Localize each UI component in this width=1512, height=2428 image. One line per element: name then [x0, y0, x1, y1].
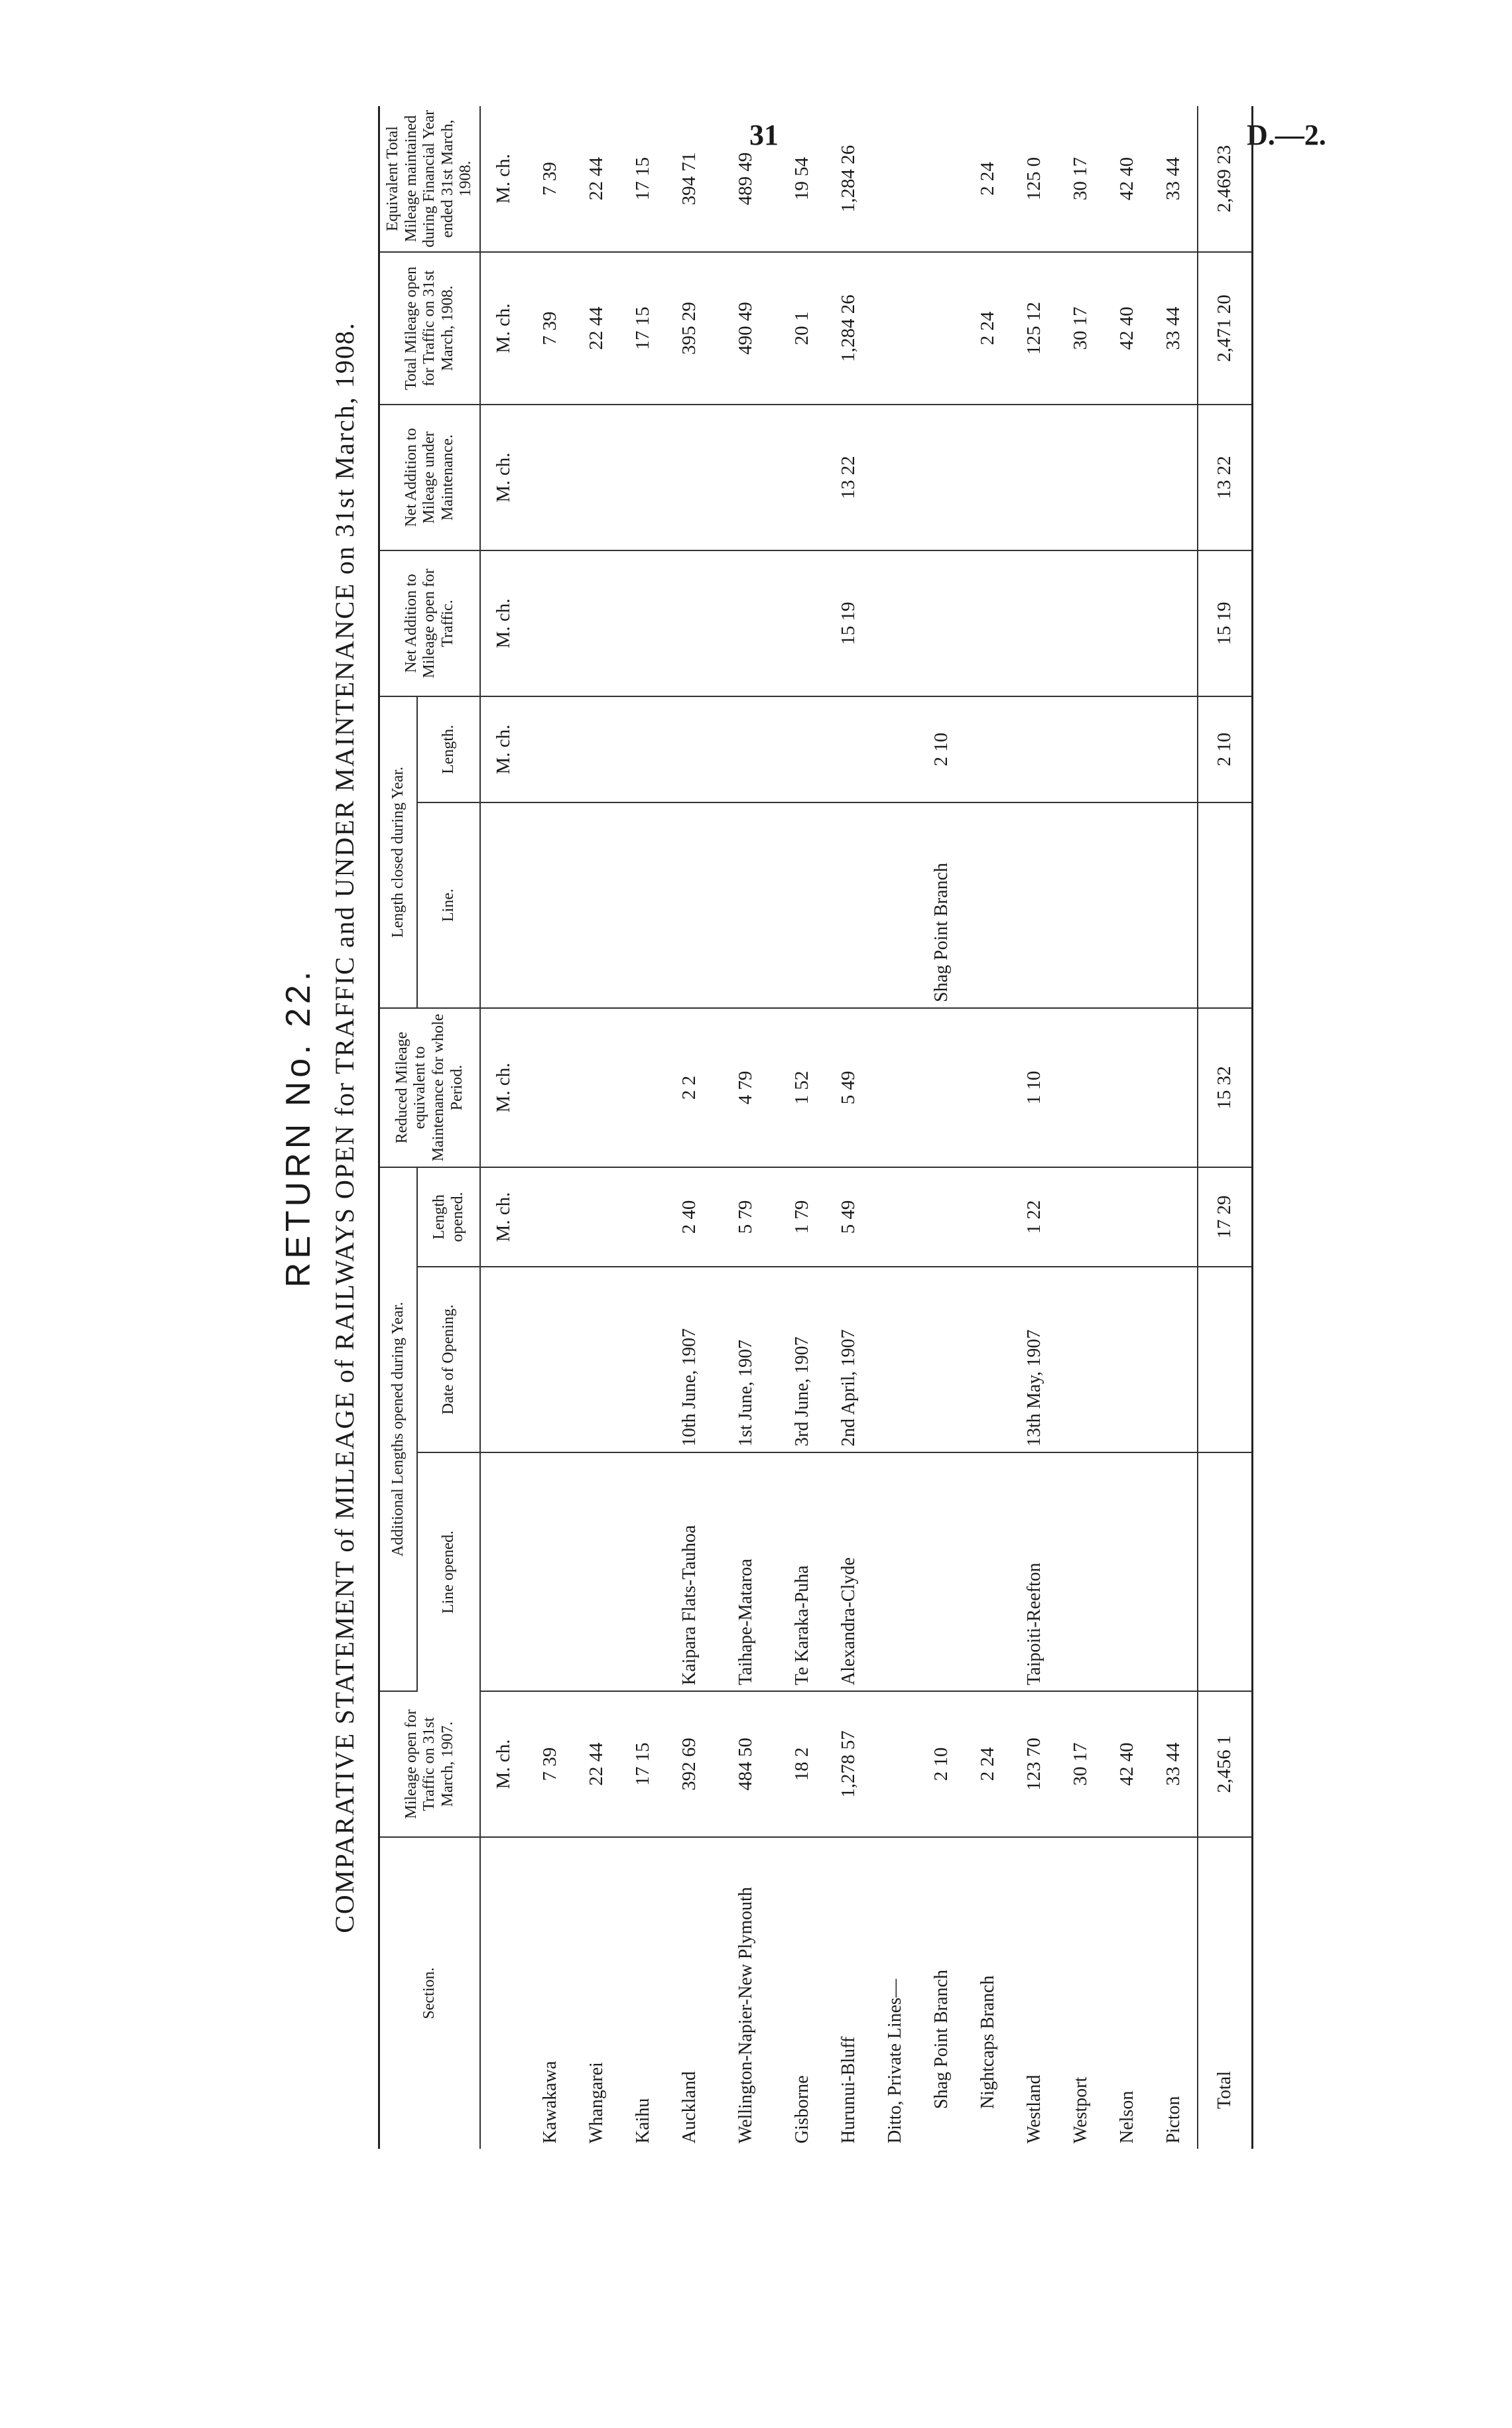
- net-traffic-cell: [918, 550, 965, 696]
- total-open-1908: 2,471 20: [1198, 252, 1253, 405]
- length-opened-cell: [1058, 1167, 1104, 1267]
- length-opened-cell: [872, 1167, 918, 1267]
- header-length-opened: Length opened.: [417, 1167, 480, 1267]
- closed-line-cell: [1011, 802, 1058, 1008]
- length-opened-cell: [1151, 1167, 1198, 1267]
- unit-label: M. ch.: [480, 1691, 527, 1837]
- date-of-opening-cell: [527, 1267, 574, 1452]
- length-opened-cell: [620, 1167, 666, 1267]
- section-name: Ditto, Private Lines—: [885, 1978, 906, 2143]
- reduced-mileage-cell: [574, 1008, 620, 1167]
- table-row: [527, 106, 574, 2149]
- section-name: Shag Point Branch: [931, 1970, 952, 2109]
- reduced-mileage-cell: 1 10: [1011, 1008, 1058, 1167]
- section-name: Auckland: [679, 2071, 700, 2143]
- net-maintenance-cell: [574, 405, 620, 550]
- closed-length-cell: 2 10: [918, 696, 965, 802]
- net-traffic-cell: [574, 550, 620, 696]
- equivalent-total-cell: 7 39: [527, 106, 574, 252]
- header-length-closed: Length closed during Year.: [379, 696, 418, 1008]
- reduced-mileage-cell: [1151, 1008, 1198, 1167]
- reduced-mileage-cell: [1104, 1008, 1151, 1167]
- line-opened-cell: Kaipara Flats-Tauhoa: [666, 1452, 713, 1691]
- closed-line-cell: [965, 802, 1011, 1008]
- mileage-1907-cell: 123 70: [1011, 1691, 1058, 1837]
- total-equivalent: 2,469 23: [1198, 106, 1253, 252]
- line-opened-cell: [1058, 1452, 1104, 1691]
- line-opened-cell: Te Karaka-Puha: [779, 1452, 826, 1691]
- page-number: 31: [749, 119, 779, 151]
- page-reference: D.—2.: [1247, 119, 1326, 151]
- total-open-1908-cell: 30 17: [1058, 252, 1104, 405]
- reduced-mileage-cell: [620, 1008, 666, 1167]
- closed-line-cell: [826, 802, 872, 1008]
- reduced-mileage-cell: [527, 1008, 574, 1167]
- length-opened-cell: 2 40: [666, 1167, 713, 1267]
- net-traffic-cell: [620, 550, 666, 696]
- closed-length-cell: [965, 696, 1011, 802]
- section-name: Nightcaps Branch: [977, 1975, 999, 2109]
- equivalent-total-cell: 394 71: [666, 106, 713, 252]
- net-maintenance-cell: [918, 405, 965, 550]
- closed-length-cell: [779, 696, 826, 802]
- header-additional-lengths: Additional Lengths opened during Year.: [379, 1167, 418, 1691]
- mileage-1907-cell: 2 24: [965, 1691, 1011, 1837]
- header-mileage-1907: Mileage open for Traffic on 31st March, 1907.: [379, 1691, 480, 1837]
- table-row: [779, 106, 826, 2149]
- unit-label: M. ch.: [480, 1008, 527, 1167]
- length-opened-cell: [574, 1167, 620, 1267]
- total-open-1908-cell: 7 39: [527, 252, 574, 405]
- total-row: [1198, 106, 1253, 2149]
- length-opened-cell: 5 49: [826, 1167, 872, 1267]
- total-open-1908-cell: 2 24: [965, 252, 1011, 405]
- closed-length-cell: [872, 696, 918, 802]
- reduced-mileage-cell: 5 49: [826, 1008, 872, 1167]
- section-name: Westport: [1070, 2077, 1092, 2143]
- closed-length-cell: [1058, 696, 1104, 802]
- section-name: Kaihu: [633, 2098, 654, 2143]
- unit-label: M. ch.: [480, 405, 527, 550]
- net-maintenance-cell: [1151, 405, 1198, 550]
- closed-line-cell: [779, 802, 826, 1008]
- closed-line-cell: [527, 802, 574, 1008]
- total-open-1908-cell: 22 44: [574, 252, 620, 405]
- closed-length-cell: [1104, 696, 1151, 802]
- net-maintenance-cell: [713, 405, 779, 550]
- table-row: [1011, 106, 1058, 2149]
- total-open-1908-cell: 125 12: [1011, 252, 1058, 405]
- net-traffic-cell: [527, 550, 574, 696]
- total-open-1908-cell: 20 1: [779, 252, 826, 405]
- closed-length-cell: [826, 696, 872, 802]
- header-net-maintenance: Net Addition to Mileage under Maintenance.: [379, 405, 480, 550]
- header-closed-line: Line.: [417, 802, 480, 1008]
- net-maintenance-cell: [872, 405, 918, 550]
- rotated-table-page: [279, 106, 1260, 2149]
- mileage-1907-cell: 30 17: [1058, 1691, 1104, 1837]
- net-traffic-cell: [965, 550, 1011, 696]
- equivalent-total-cell: 42 40: [1104, 106, 1151, 252]
- net-traffic-cell: [1011, 550, 1058, 696]
- table-row: [872, 106, 918, 2149]
- closed-length-cell: [527, 696, 574, 802]
- net-maintenance-cell: [779, 405, 826, 550]
- mileage-1907-cell: 22 44: [574, 1691, 620, 1837]
- total-reduced-mileage: 15 32: [1198, 1008, 1253, 1167]
- date-of-opening-cell: [620, 1267, 666, 1452]
- equivalent-total-cell: 22 44: [574, 106, 620, 252]
- unit-label: M. ch.: [480, 696, 527, 802]
- line-opened-cell: [527, 1452, 574, 1691]
- equivalent-total-cell: 125 0: [1011, 106, 1058, 252]
- net-maintenance-cell: [620, 405, 666, 550]
- closed-length-cell: [574, 696, 620, 802]
- net-traffic-cell: 15 19: [826, 550, 872, 696]
- line-opened-cell: Alexandra-Clyde: [826, 1452, 872, 1691]
- closed-line-cell: [1104, 802, 1151, 1008]
- equivalent-total-cell: [872, 106, 918, 252]
- length-opened-cell: 5 79: [713, 1167, 779, 1267]
- statement-subtitle: COMPARATIVE STATEMENT of MILEAGE of RAILWAYS OPEN for TRAFFIC and UNDER MAINTENANCE on 31st March, 1908.: [330, 322, 359, 1933]
- section-name: Gisborne: [792, 2075, 813, 2143]
- date-of-opening-cell: [872, 1267, 918, 1452]
- table-row: [1151, 106, 1198, 2149]
- total-open-1908-cell: [918, 252, 965, 405]
- reduced-mileage-cell: [872, 1008, 918, 1167]
- closed-line-cell: [574, 802, 620, 1008]
- total-net-maintenance: 13 22: [1198, 405, 1253, 550]
- reduced-mileage-cell: [1058, 1008, 1104, 1167]
- header-line-opened: Line opened.: [417, 1452, 480, 1691]
- net-maintenance-cell: [1011, 405, 1058, 550]
- net-traffic-cell: [1151, 550, 1198, 696]
- reduced-mileage-cell: 1 52: [779, 1008, 826, 1167]
- equivalent-total-cell: 2 24: [965, 106, 1011, 252]
- section-name: Whangarei: [586, 2062, 607, 2143]
- date-of-opening-cell: [1151, 1267, 1198, 1452]
- mileage-1907-cell: 17 15: [620, 1691, 666, 1837]
- total-open-1908-cell: 17 15: [620, 252, 666, 405]
- closed-length-cell: [713, 696, 779, 802]
- header-net-traffic: Net Addition to Mileage open for Traffic.: [379, 550, 480, 696]
- line-opened-cell: [574, 1452, 620, 1691]
- closed-length-cell: [1011, 696, 1058, 802]
- length-opened-cell: [965, 1167, 1011, 1267]
- table-row: [826, 106, 872, 2149]
- date-of-opening-cell: 3rd June, 1907: [779, 1267, 826, 1452]
- date-of-opening-cell: [965, 1267, 1011, 1452]
- equivalent-total-cell: 33 44: [1151, 106, 1198, 252]
- date-of-opening-cell: 13th May, 1907: [1011, 1267, 1058, 1452]
- mileage-1907-cell: 392 69: [666, 1691, 713, 1837]
- table-row: [620, 106, 666, 2149]
- line-opened-cell: Taipoiti-Reefton: [1011, 1452, 1058, 1691]
- equivalent-total-cell: 1,284 26: [826, 106, 872, 252]
- line-opened-cell: [872, 1452, 918, 1691]
- total-closed-length: 2 10: [1198, 696, 1253, 802]
- total-open-1908-cell: 42 40: [1104, 252, 1151, 405]
- closed-line-cell: [620, 802, 666, 1008]
- table-row: [666, 106, 713, 2149]
- line-opened-cell: [1104, 1452, 1151, 1691]
- net-traffic-cell: [666, 550, 713, 696]
- total-open-1908-cell: 395 29: [666, 252, 713, 405]
- net-traffic-cell: [1104, 550, 1151, 696]
- closed-length-cell: [666, 696, 713, 802]
- units-row: [480, 106, 527, 2149]
- mileage-table: [378, 106, 1253, 2149]
- line-opened-cell: [620, 1452, 666, 1691]
- total-label: Total: [1198, 1837, 1253, 2149]
- line-opened-cell: [918, 1452, 965, 1691]
- mileage-1907-cell: 484 50: [713, 1691, 779, 1837]
- net-traffic-cell: [713, 550, 779, 696]
- closed-line-cell: [666, 802, 713, 1008]
- closed-line-cell: [1151, 802, 1198, 1008]
- mileage-1907-cell: 18 2: [779, 1691, 826, 1837]
- reduced-mileage-cell: [918, 1008, 965, 1167]
- length-opened-cell: [1104, 1167, 1151, 1267]
- total-length-opened: 17 29: [1198, 1167, 1253, 1267]
- total-open-1908-cell: 490 49: [713, 252, 779, 405]
- equivalent-total-cell: 30 17: [1058, 106, 1104, 252]
- net-maintenance-cell: [1058, 405, 1104, 550]
- table-row: [1058, 106, 1104, 2149]
- closed-length-cell: [620, 696, 666, 802]
- date-of-opening-cell: [1104, 1267, 1151, 1452]
- unit-label: M. ch.: [480, 1167, 527, 1267]
- net-maintenance-cell: 13 22: [826, 405, 872, 550]
- net-traffic-cell: [872, 550, 918, 696]
- date-of-opening-cell: [918, 1267, 965, 1452]
- unit-label: M. ch.: [480, 550, 527, 696]
- closed-line-cell: [1058, 802, 1104, 1008]
- table-row: [713, 106, 779, 2149]
- length-opened-cell: [527, 1167, 574, 1267]
- equivalent-total-cell: 19 54: [779, 106, 826, 252]
- total-mileage-1907: 2,456 1: [1198, 1691, 1253, 1837]
- date-of-opening-cell: [1058, 1267, 1104, 1452]
- table-row: [574, 106, 620, 2149]
- mileage-1907-cell: [872, 1691, 918, 1837]
- header-section: Section.: [379, 1837, 480, 2149]
- length-opened-cell: 1 79: [779, 1167, 826, 1267]
- net-traffic-cell: [1058, 550, 1104, 696]
- length-opened-cell: 1 22: [1011, 1167, 1058, 1267]
- header-equivalent-total: Equivalent Total Mileage maintained during Financial Year ended 31st March, 1908.: [379, 106, 480, 252]
- equivalent-total-cell: 489 49: [713, 106, 779, 252]
- section-name: Kawakawa: [540, 2061, 561, 2143]
- net-maintenance-cell: [1104, 405, 1151, 550]
- section-name: Wellington-Napier-New Plymouth: [735, 1887, 757, 2143]
- reduced-mileage-cell: 2 2: [666, 1008, 713, 1167]
- total-net-traffic: 15 19: [1198, 550, 1253, 696]
- closed-length-cell: [1151, 696, 1198, 802]
- total-open-1908-cell: 33 44: [1151, 252, 1198, 405]
- header-date-of-opening: Date of Opening.: [417, 1267, 480, 1452]
- header-row: [379, 106, 418, 2149]
- date-of-opening-cell: 1st June, 1907: [713, 1267, 779, 1452]
- mileage-1907-cell: 1,278 57: [826, 1691, 872, 1837]
- section-name: Hurunui-Bluff: [838, 2036, 859, 2143]
- unit-label: M. ch.: [480, 106, 527, 252]
- net-maintenance-cell: [965, 405, 1011, 550]
- length-opened-cell: [918, 1167, 965, 1267]
- net-maintenance-cell: [666, 405, 713, 550]
- total-open-1908-cell: [872, 252, 918, 405]
- header-closed-length: Length.: [417, 696, 480, 802]
- net-traffic-cell: [779, 550, 826, 696]
- line-opened-cell: [1151, 1452, 1198, 1691]
- section-name: Nelson: [1117, 2090, 1138, 2143]
- total-open-1908-cell: 1,284 26: [826, 252, 872, 405]
- return-title: RETURN No. 22.: [279, 967, 318, 1288]
- mileage-1907-cell: 42 40: [1104, 1691, 1151, 1837]
- section-name: Westland: [1024, 2075, 1045, 2143]
- header-reduced-mileage: Reduced Mileage equivalent to Maintenance for whole Period.: [379, 1008, 480, 1167]
- section-name: Picton: [1163, 2096, 1184, 2143]
- line-opened-cell: [965, 1452, 1011, 1691]
- date-of-opening-cell: 2nd April, 1907: [826, 1267, 872, 1452]
- table-row: [1104, 106, 1151, 2149]
- mileage-1907-cell: 2 10: [918, 1691, 965, 1837]
- mileage-1907-cell: 33 44: [1151, 1691, 1198, 1837]
- closed-line-cell: [872, 802, 918, 1008]
- reduced-mileage-cell: [965, 1008, 1011, 1167]
- date-of-opening-cell: 10th June, 1907: [666, 1267, 713, 1452]
- equivalent-total-cell: [918, 106, 965, 252]
- table-row: [965, 106, 1011, 2149]
- closed-line-cell: Shag Point Branch: [918, 802, 965, 1008]
- mileage-1907-cell: 7 39: [527, 1691, 574, 1837]
- closed-line-cell: [713, 802, 779, 1008]
- header-total-open-1908: Total Mileage open for Traffic on 31st March, 1908.: [379, 252, 480, 405]
- equivalent-total-cell: 17 15: [620, 106, 666, 252]
- table-row: [918, 106, 965, 2149]
- unit-label: M. ch.: [480, 252, 527, 405]
- line-opened-cell: Taihape-Mataroa: [713, 1452, 779, 1691]
- date-of-opening-cell: [574, 1267, 620, 1452]
- net-maintenance-cell: [527, 405, 574, 550]
- reduced-mileage-cell: 4 79: [713, 1008, 779, 1167]
